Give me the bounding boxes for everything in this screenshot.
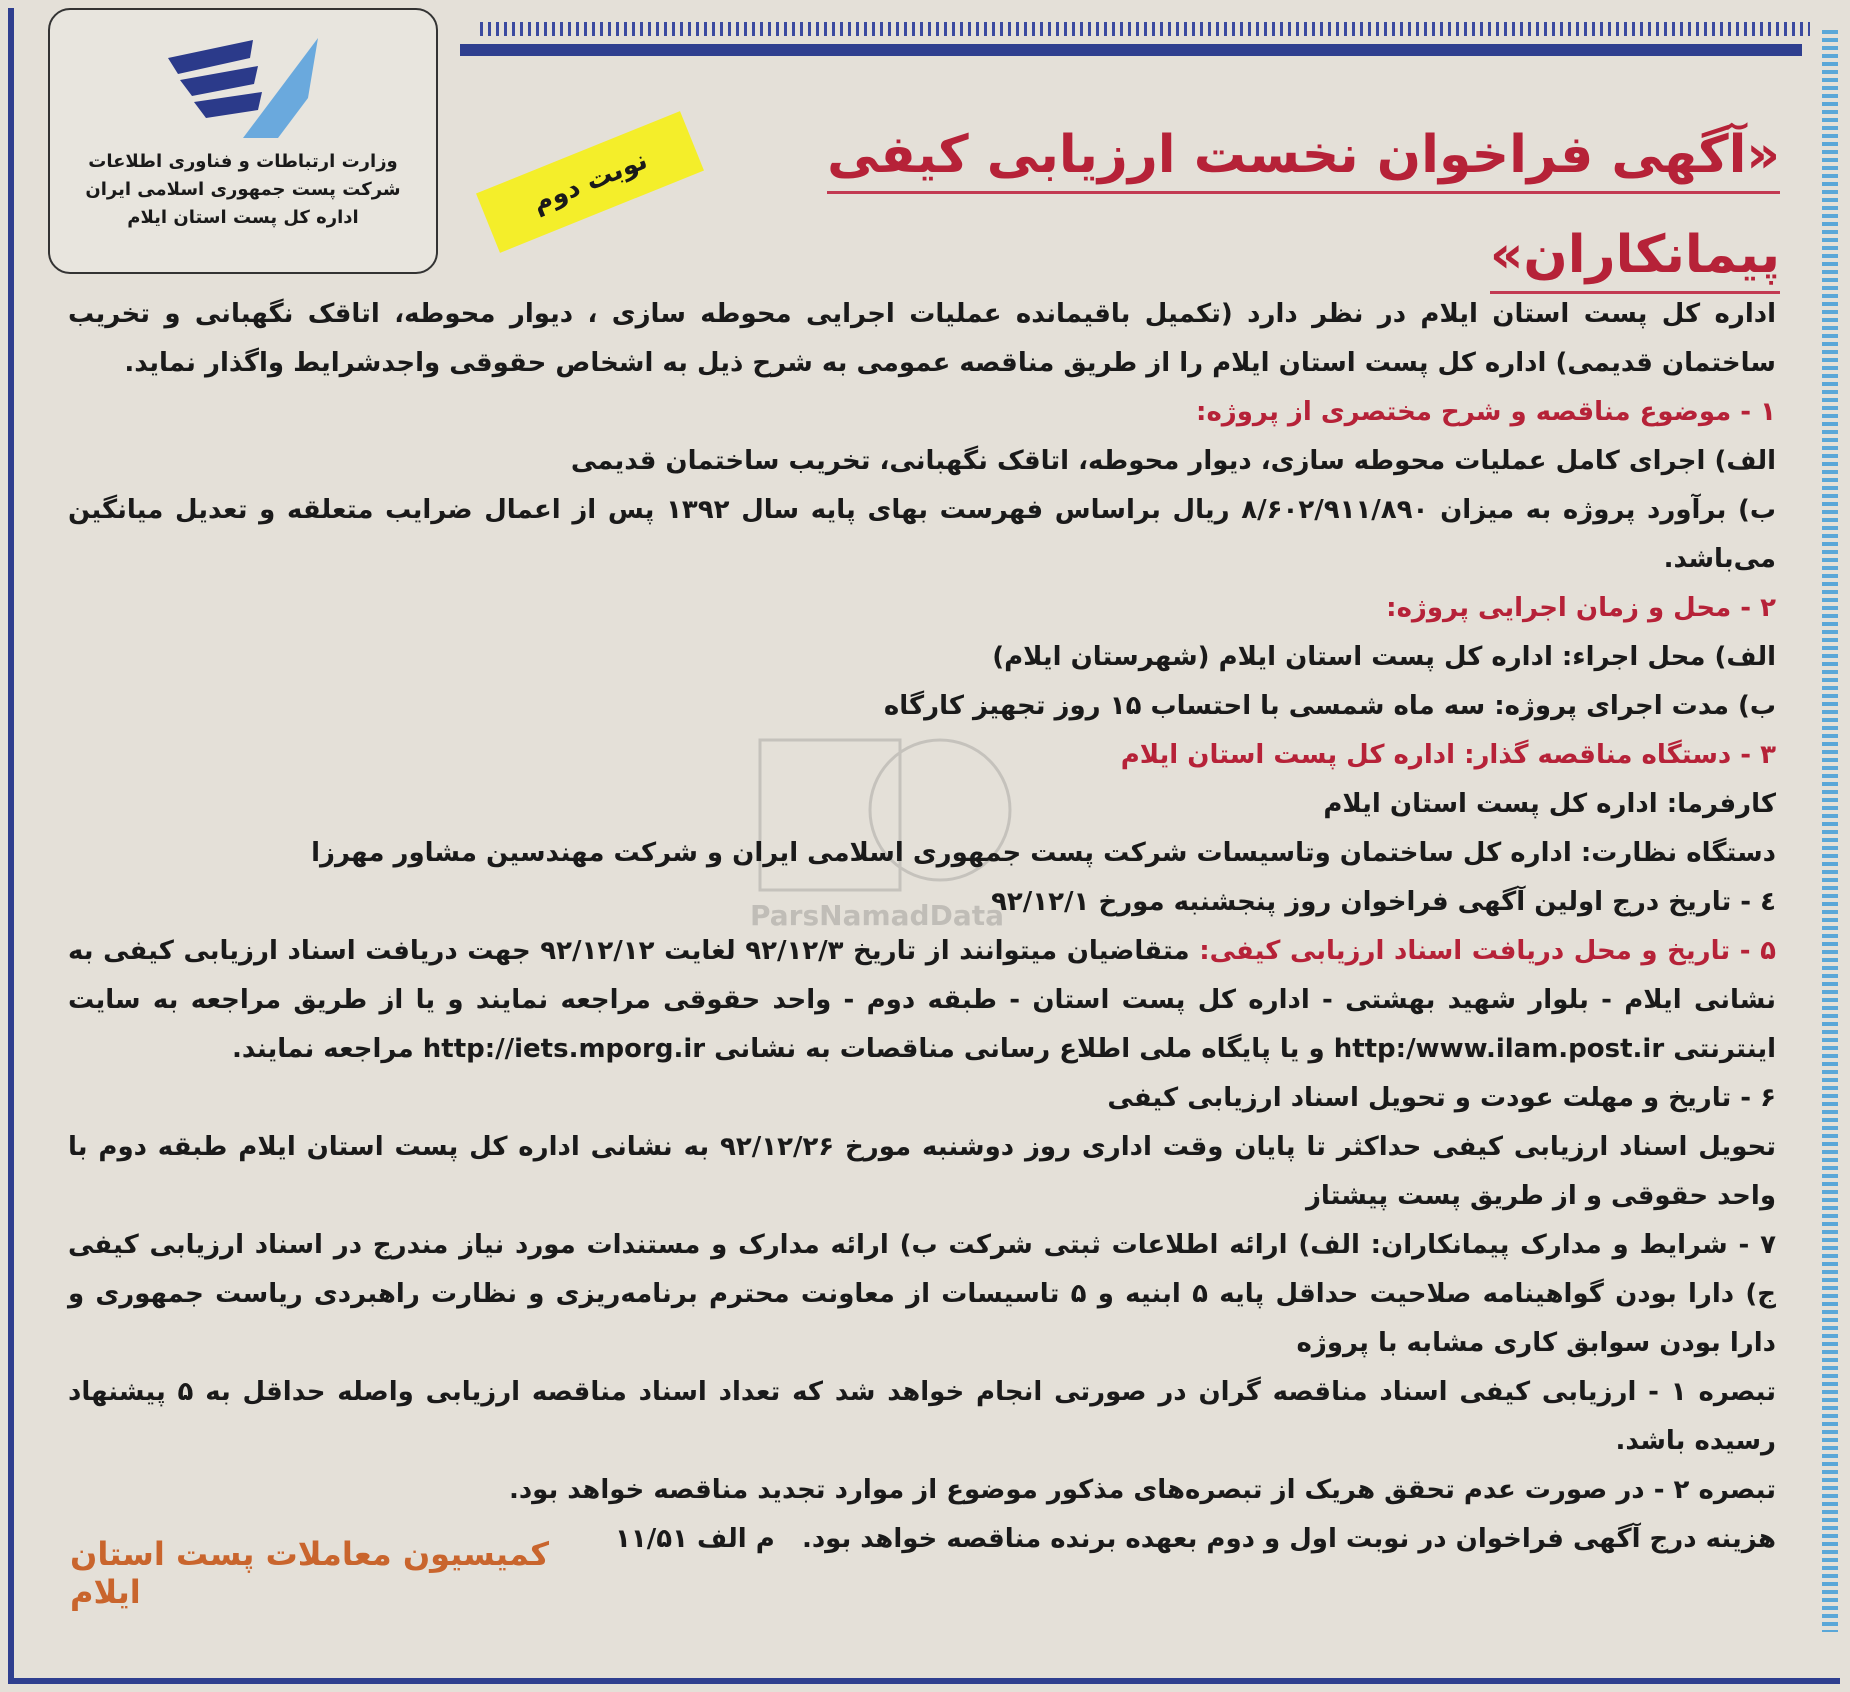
top-dotted-rule bbox=[480, 22, 1810, 36]
section-3-employer: کارفرما: اداره کل پست استان ایلام bbox=[1323, 789, 1776, 819]
reference-code: م الف ۱۱/۵۱ bbox=[615, 1524, 775, 1554]
section-1-heading: ۱ - موضوع مناقصه و شرح مختصری از پروژه: bbox=[1196, 397, 1776, 427]
section-3-heading: ۳ - دستگاه مناقصه گذار: اداره کل پست استان ایلام bbox=[1120, 740, 1776, 770]
note-1: تبصره ۱ - ارزیابی کیفی اسناد مناقصه گران در صورتی انجام خواهد شد که تعداد اسناد مناقصه ارزیابی واصله حداقل به ۵ پیشنهاد رسیده باشد. bbox=[68, 1377, 1776, 1456]
section-2-b: ب) مدت اجرای پروژه: سه ماه شمسی با احتساب ۱۵ روز تجهیز کارگاه bbox=[883, 691, 1776, 721]
section-5-text-1: متقاضیان میتوانند از تاریخ ۹۲/۱۲/۳ لغایت ۹۲/۱۲/۱۲ جهت دریافت اسناد ارزیابی کیفی به نشانی ایلام - بلوار شهید بهشتی - اداره کل پست استان - طبقه دوم - واحد حقوقی مراجعه نمایند و یا از طریق مراجعه به سایت اینترنتی bbox=[68, 936, 1776, 1064]
commission-signature: کمیسیون معاملات پست استان ایلام bbox=[70, 1535, 549, 1611]
section-5-text-2: و یا پایگاه ملی اطلاع رسانی مناقصات به نشانی bbox=[714, 1034, 1325, 1064]
section-4: ٤ - تاریخ درج اولین آگهی فراخوان روز پنجشنبه مورخ ۹۲/۱۲/۱ bbox=[991, 887, 1776, 917]
notice-title bbox=[720, 105, 1780, 305]
title-text: «آگهی فراخوان نخست ارزیابی کیفی پیمانکاران» bbox=[827, 125, 1780, 294]
section-5 bbox=[68, 927, 1776, 1074]
watermark-text: ParsNamadData bbox=[750, 899, 1004, 932]
section-3-supervision: دستگاه نظارت: اداره کل ساختمان وتاسیسات شرکت پست جمهوری اسلامی ایران و شرکت مهندسین مشاور مهرزا bbox=[311, 838, 1776, 868]
section-5-text-3: مراجعه نمایند. bbox=[232, 1034, 414, 1064]
iets-link[interactable]: http://iets.mporg.ir bbox=[422, 1034, 706, 1064]
section-7: ۷ - شرایط و مدارک پیمانکاران: الف) ارائه اطلاعات ثبتی شرکت ب) ارائه مدارک و مستندات مورد نیاز مندرج در اسناد ارزیابی کیفی ج) دارا بودن گواهینامه صلاحیت حداقل پایه ۵ ابنیه و ۵ تاسیسات از معاونت محترم برنامه‌ریزی و نظارت راهبردی ریاست جمهوری و دارا بودن سوابق کاری مشابه با پروژه bbox=[68, 1230, 1776, 1358]
section-2-a: الف) محل اجراء: اداره کل پست استان ایلام (شهرستان ایلام) bbox=[992, 642, 1776, 672]
logo-ministry: وزارت ارتباطات و فناوری اطلاعات bbox=[88, 151, 398, 172]
top-bar bbox=[460, 44, 1802, 56]
logo-office: اداره کل پست استان ایلام bbox=[127, 207, 359, 228]
logo-box bbox=[48, 8, 438, 274]
notice-body bbox=[68, 290, 1776, 1564]
section-1-b: ب) برآورد پروژه به میزان ۸/۶۰۲/۹۱۱/۸۹۰ ریال براساس فهرست بهای پایه سال ۱۳۹۲ پس از اعمال ضرایب متعلقه و تعدیل میانگین می‌باشد. bbox=[68, 495, 1777, 574]
logo-company: شرکت پست جمهوری اسلامی ایران bbox=[85, 179, 401, 200]
right-dotted-rule bbox=[1822, 30, 1838, 1632]
ilam-post-link[interactable]: http:/www.ilam.post.ir bbox=[1333, 1034, 1665, 1064]
round-badge: نوبت دوم bbox=[476, 111, 704, 253]
section-5-heading: ۵ - تاریخ و محل دریافت اسناد ارزیابی کیفی: bbox=[1199, 936, 1777, 966]
intro-paragraph: اداره کل پست استان ایلام در نظر دارد (تکمیل باقیمانده عملیات اجرایی محوطه سازی ، دیوار محوطه، اتاقک نگهبانی و تخریب ساختمان قدیمی) اداره کل پست استان ایلام را از طریق مناقصه عمومی به شرح ذیل به اشخاص حقوقی واجدشرایط واگذار نماید. bbox=[68, 299, 1776, 378]
section-1-a: الف) اجرای کامل عملیات محوطه سازی، دیوار محوطه، اتاقک نگهبانی، تخریب ساختمان قدیمی bbox=[570, 446, 1776, 476]
note-2: تبصره ۲ - در صورت عدم تحقق هریک از تبصره‌های مذکور موضوع از موارد تجدید مناقصه خواهد بود. bbox=[508, 1475, 1776, 1505]
cost-text: هزینه درج آگهی فراخوان در نوبت اول و دوم بعهده برنده مناقصه خواهد بود. bbox=[801, 1524, 1776, 1554]
section-2-heading: ۲ - محل و زمان اجرایی پروژه: bbox=[1386, 593, 1776, 623]
post-wings-logo-icon bbox=[158, 28, 328, 148]
section-6-heading: ۶ - تاریخ و مهلت عودت و تحویل اسناد ارزیابی کیفی bbox=[1107, 1083, 1776, 1113]
section-6-text: تحویل اسناد ارزیابی کیفی حداکثر تا پایان وقت اداری روز دوشنبه مورخ ۹۲/۱۲/۲۶ به نشانی اداره کل پست استان ایلام طبقه دوم با واحد حقوقی و از طریق پست پیشتاز bbox=[68, 1132, 1776, 1211]
